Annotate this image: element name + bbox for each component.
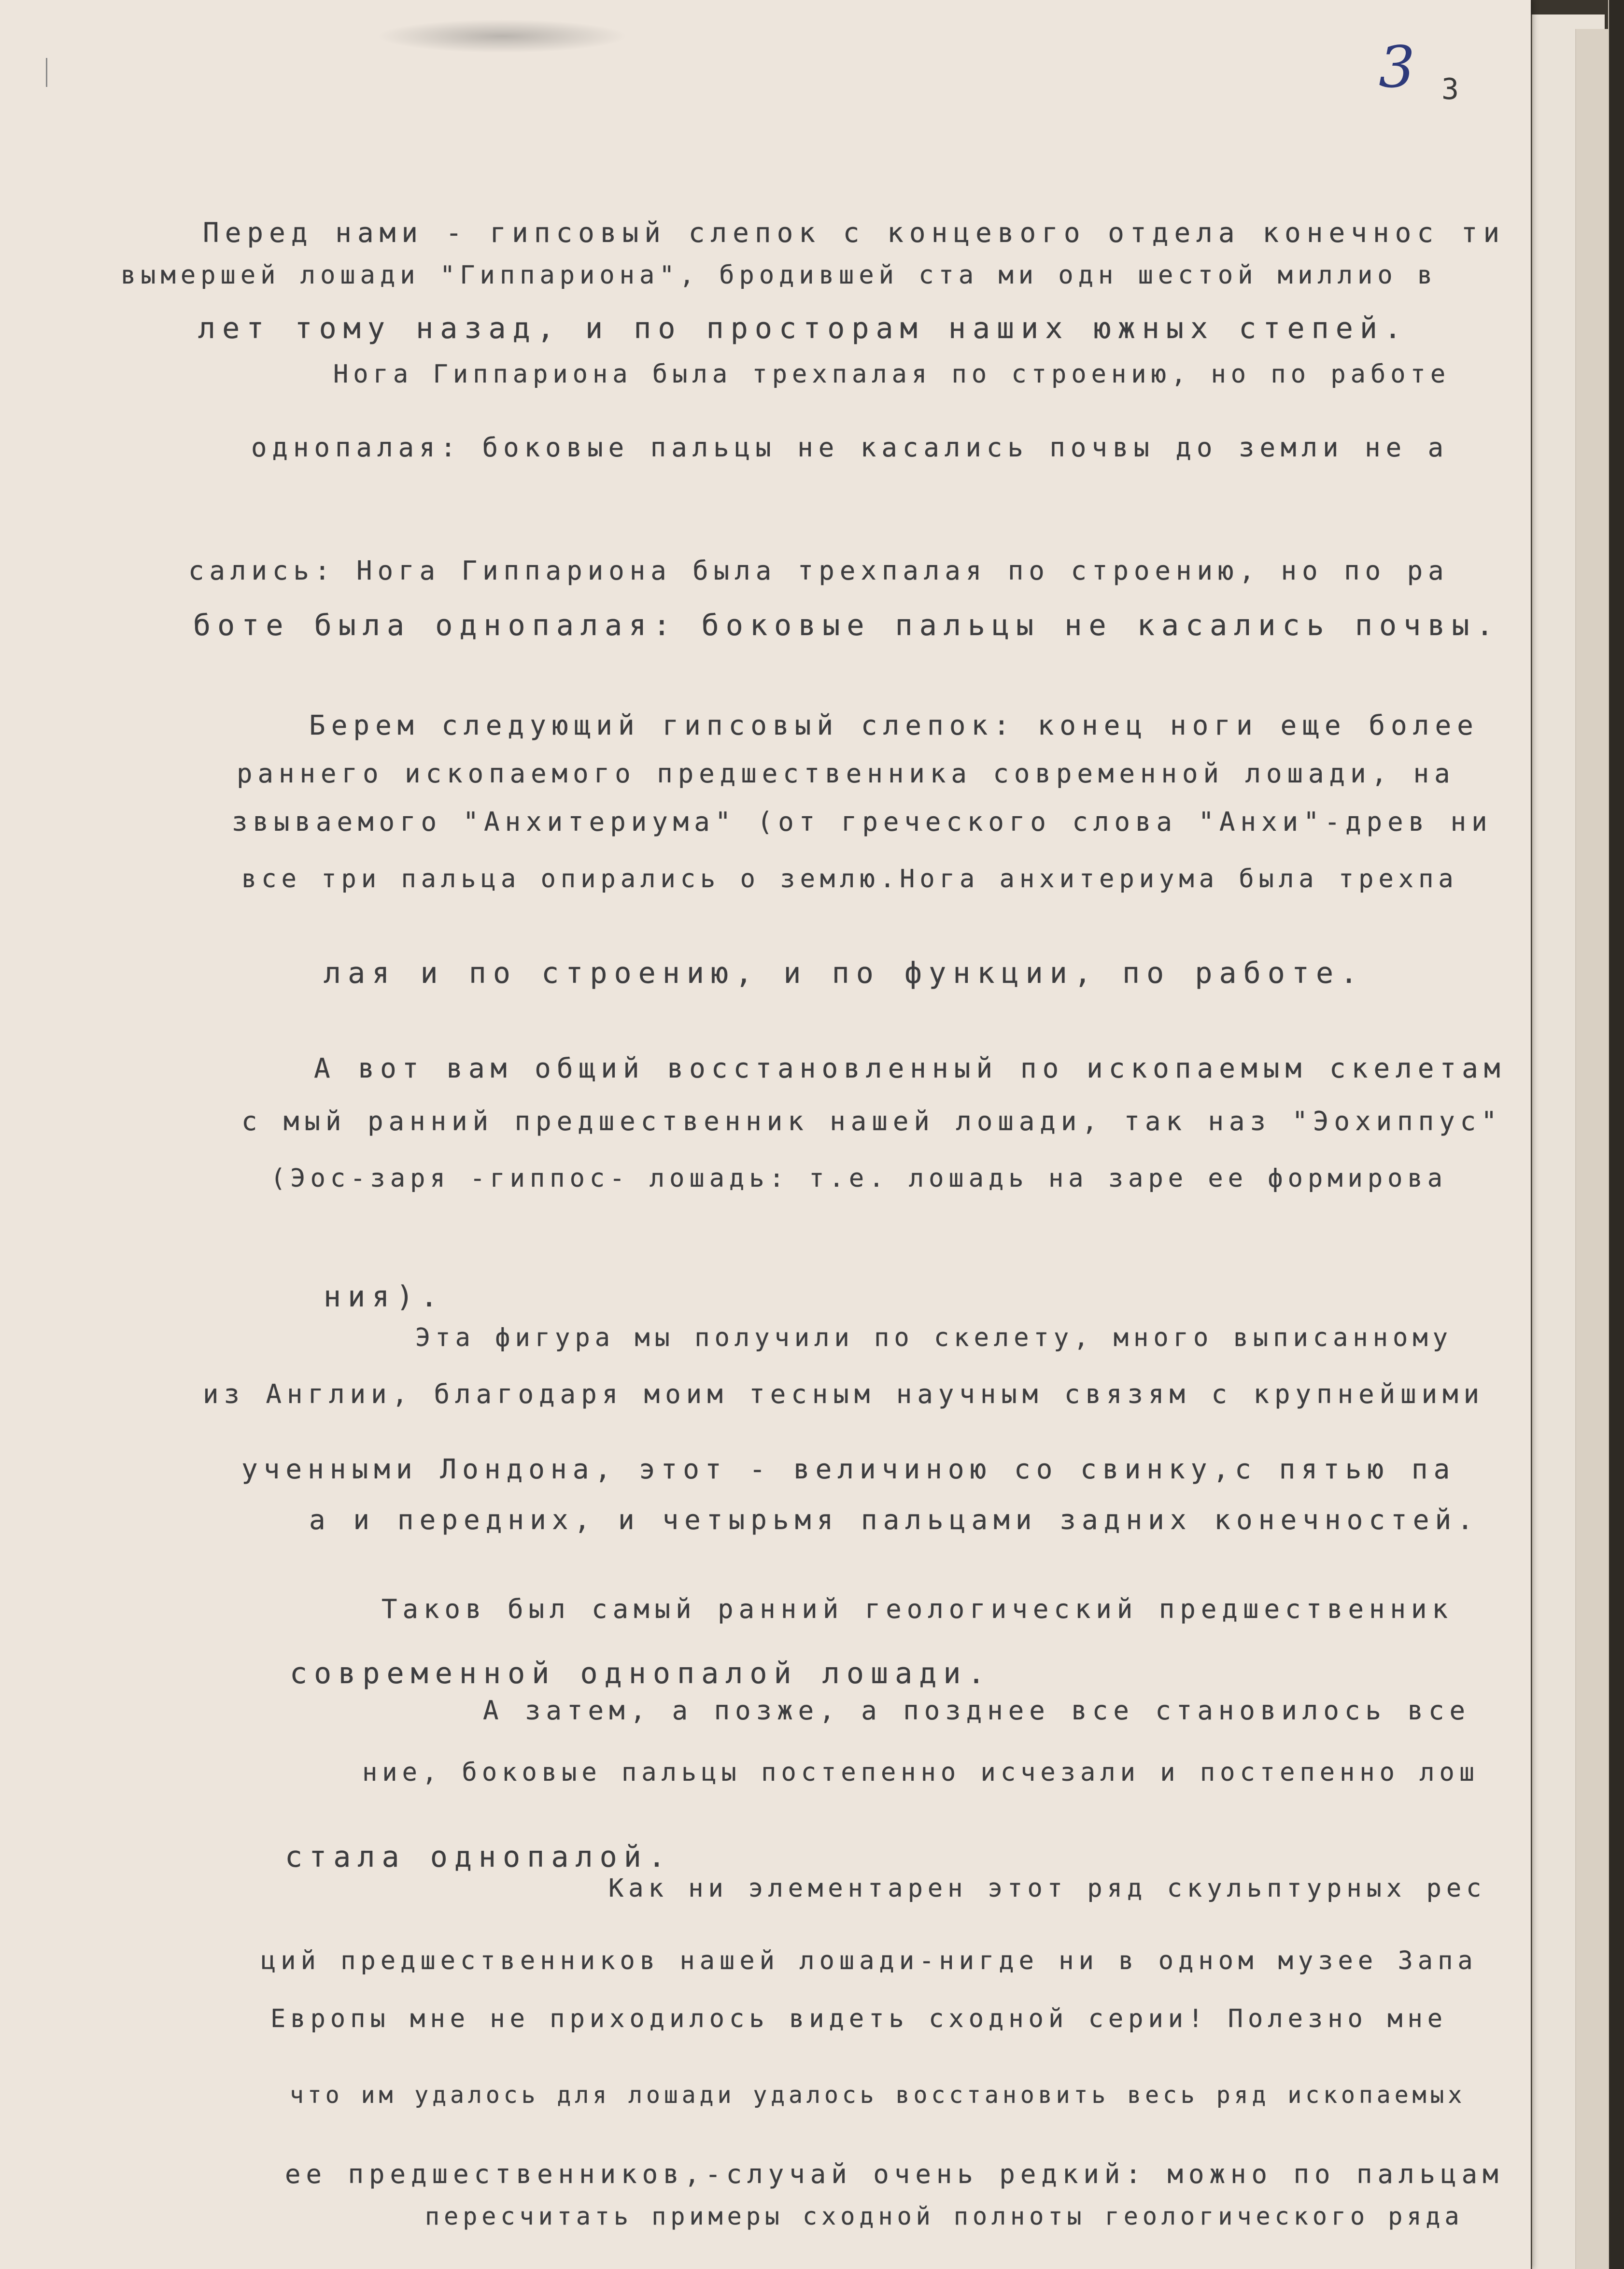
ink-smudge xyxy=(377,19,628,53)
text-line: лет тому назад, и по просторам наших южных степей. xyxy=(198,312,1409,345)
text-line: А затем, а позже, а позднее все становилось все xyxy=(483,1695,1471,1726)
text-line: вымершей лошади "Гиппариона", бродившей ста ми одн шестой миллио в xyxy=(121,261,1438,290)
text-line: ций предшественников нашей лошади-нигде ни в одном музее Запа xyxy=(261,1946,1478,1975)
text-line: все три пальца опирались о землю.Нога анхитериума была трехпа xyxy=(241,865,1458,893)
text-line: из Англии, благодаря моим тесным научным связям с крупнейшими xyxy=(203,1379,1485,1409)
text-line: ученными Лондона, этот - величиною со свинку,с пятью па xyxy=(241,1454,1456,1485)
text-line: однопалая: боковые пальцы не касались почвы до земли не а xyxy=(251,432,1449,463)
text-line: раннего ископаемого предшественника современной лошади, на xyxy=(237,758,1455,789)
text-line: стала однопалой. xyxy=(285,1840,672,1874)
text-line: звываемого "Анхитериума" (от греческого слова "Анхи"-древ ни xyxy=(232,807,1493,837)
text-line: Таков был самый ранний геологический предшественник xyxy=(381,1594,1454,1624)
handwritten-page-number: 3 xyxy=(1379,34,1415,100)
text-line: Перед нами - гипсовый слепок с концевого отдела конечнос ти xyxy=(203,217,1506,249)
text-line: современной однопалой лошади. xyxy=(290,1657,992,1690)
text-line: Нога Гиппариона была трехпалая по строению, но по работе xyxy=(333,360,1451,389)
text-line: Европы мне не приходилось видеть сходной серии! Полезно мне xyxy=(270,2004,1448,2033)
text-line: (Эос-заря -гиппос- лошадь: т.е. лошадь на заре ее формирова xyxy=(270,1164,1448,1193)
text-line: боте была однопалая: боковые пальцы не касались почвы. xyxy=(193,609,1500,642)
text-line: ние, боковые пальцы постепенно исчезали и постепенно лош xyxy=(362,1758,1480,1787)
background-edge xyxy=(1608,0,1624,2269)
typed-page-number: 3 xyxy=(1441,72,1459,106)
text-line: пересчитать примеры сходной полноты геологического ряда xyxy=(425,2202,1464,2230)
text-line: ее предшественников,-случай очень редкий: можно по пальцам xyxy=(285,2159,1504,2189)
text-line: лая и по строению, и по функции, по работе. xyxy=(324,956,1365,990)
text-line: с мый ранний предшественник нашей лошади, так наз "Эохиппус" xyxy=(241,1106,1502,1136)
text-line: а и передних, и четырьмя пальцами задних конечностей. xyxy=(309,1504,1479,1536)
text-line: ния). xyxy=(324,1280,445,1314)
text-line: что им удалось для лошади удалось восстановить весь ряд ископаемых xyxy=(290,2082,1466,2109)
margin-mark xyxy=(46,58,47,87)
text-line: А вот вам общий восстановленный по ископаемым скелетам xyxy=(314,1053,1506,1084)
text-line: Как ни элементарен этот ряд скульптурных рес xyxy=(608,1874,1486,1903)
text-line: Берем следующий гипсовый слепок: конец ноги еще более xyxy=(309,710,1479,741)
text-line: Эта фигура мы получили по скелету, много выписанному xyxy=(415,1323,1453,1352)
text-line: сались: Нога Гиппариона была трехпалая по строению, но по ра xyxy=(188,555,1449,586)
